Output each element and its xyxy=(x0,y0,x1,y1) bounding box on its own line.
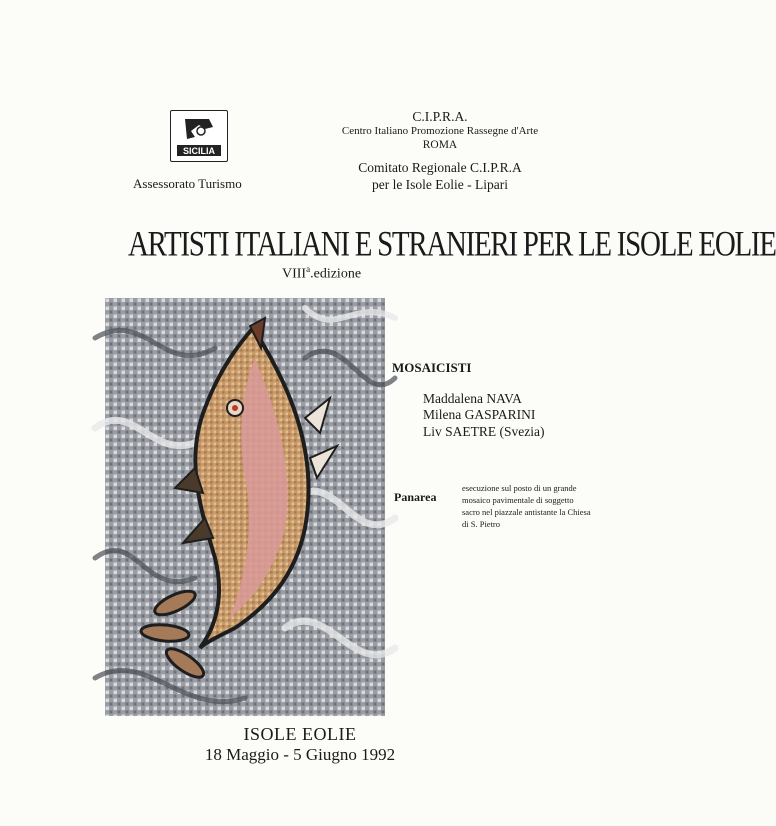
committee-block xyxy=(330,159,550,193)
edition-numeral: VIII xyxy=(282,266,307,282)
edition-word: .edizione xyxy=(310,266,362,282)
footer-title: ISOLE EOLIE xyxy=(243,724,357,744)
logo-caption: Assessorato Turismo xyxy=(133,176,242,191)
edition-sup: a xyxy=(306,264,311,274)
logo-text: SICILIA xyxy=(182,146,216,156)
organizer-full-name: Centro Italiano Promozione Rassegne d'Arte xyxy=(341,125,539,137)
committee-line-1: Comitato Regionale C.I.P.R.A xyxy=(358,160,522,175)
committee-line-2: per le Isole Eolie - Lipari xyxy=(371,177,509,192)
organizer-city: ROMA xyxy=(422,139,458,151)
artist-name: Liv SAETRE (Svezia) xyxy=(423,424,545,439)
section-heading: MOSAICISTI xyxy=(392,360,472,375)
location-description: esecuzione sul posto di un grande mosaico pavimentale di soggetto sacro nel piazzale antistante la Chiesa di S. Pietro xyxy=(462,483,591,529)
event-title: ARTISTI ITALIANI E STRANIERI PER LE ISOLE EOLIE xyxy=(128,224,776,264)
organizer-name: C.I.P.R.A. xyxy=(412,109,468,124)
edition-label xyxy=(282,264,361,283)
organizer-block xyxy=(325,109,555,152)
artist-name: Maddalena NAVA xyxy=(423,391,522,406)
sicilia-logo xyxy=(170,110,228,162)
artist-name: Milena GASPARINI xyxy=(423,407,536,422)
fish-mosaic-image xyxy=(105,298,385,716)
footer-dates: 18 Maggio - 5 Giugno 1992 xyxy=(204,745,396,764)
location-place: Panarea xyxy=(394,490,437,504)
